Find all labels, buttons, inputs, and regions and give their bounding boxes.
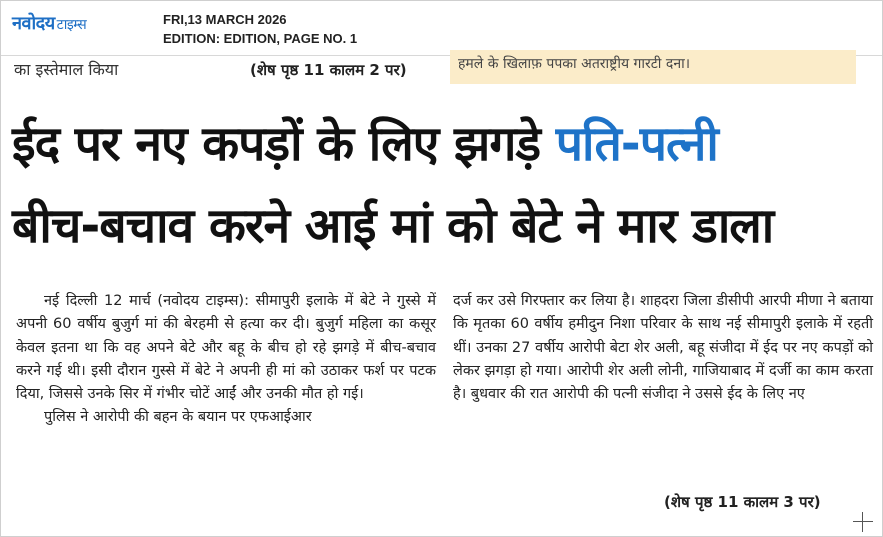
article-paragraph: पुलिस ने आरोपी की बहन के बयान पर एफआईआर [44, 409, 312, 426]
newspaper-logo [12, 11, 86, 35]
headline-line-1-main: ईद पर नए कपड़ों के लिए झगड़े [12, 116, 541, 172]
issue-date: FRI,13 MARCH 2026 [163, 12, 287, 27]
previous-article-fragment: का इस्तेमाल किया [14, 60, 119, 79]
headline-line-1-accent: पति-पत्नी [555, 116, 718, 172]
article-column-right [453, 290, 873, 406]
edition-info [163, 10, 357, 48]
highlight-box-fragment [450, 50, 856, 84]
headline-line-2: बीच-बचाव करने आई मां को बेटे ने मार डाला [12, 198, 774, 254]
highlight-box-text: हमले के खिलाफ़ पपका अतराष्ट्रीय गारटी दना। [458, 56, 691, 72]
previous-article-continued: (शेष पृष्ठ 11 कालम 2 पर) [250, 61, 407, 79]
logo-main: नवोदय [12, 13, 55, 34]
article-paragraph: दर्ज कर उसे गिरफ्तार कर लिया है। शाहदरा जिला डीसीपी आरपी मीणा ने बताया कि मृतका 60 वर्षीय हमीदुन निशा परिवार के साथ नई सीमापुरी इलाके में रहती थीं। उनका 27 वर्षीय आरोपी बेटा शेर अली, बहू संजीदा में ईद पर नए कपड़ों को लेकर झगड़ा हो गया। आरोपी शेर अली लोनी, गाजियाबाद में दर्जी का काम करता है। बुधवार की रात आरोपी की पत्नी संजीदा ने उससे ईद के लिए नए [453, 293, 873, 403]
article-continued-label: (शेष पृष्ठ 11 कालम 3 पर) [664, 493, 821, 511]
logo-sub: टाइम्स [56, 17, 87, 33]
page-header [0, 0, 883, 56]
crosshair-plus-icon[interactable] [853, 512, 873, 532]
headline-line-1 [12, 108, 872, 180]
article-paragraph: नई दिल्ली 12 मार्च (नवोदय टाइम्स): सीमापुरी इलाके में बेटे ने गुस्से में अपनी 60 वर्षीय बुजुर्ग मां की बेरहमी से हत्या कर दी। बुजुर्ग महिला का कसूर केवल इतना था कि वह अपने बेटे और बहू के बीच हो रहे झगड़े में बीच-बचाव करने गई थी। इसी दौरान गुस्से में बेटे ने अपनी ही मां को उठाकर फर्श पर पटक दिया, जिससे उनके सिर में गंभीर चोटें आईं और उनकी मौत हो गई। [16, 293, 436, 403]
article-column-left [16, 290, 436, 430]
edition-line: EDITION: EDITION, PAGE NO. 1 [163, 31, 358, 46]
